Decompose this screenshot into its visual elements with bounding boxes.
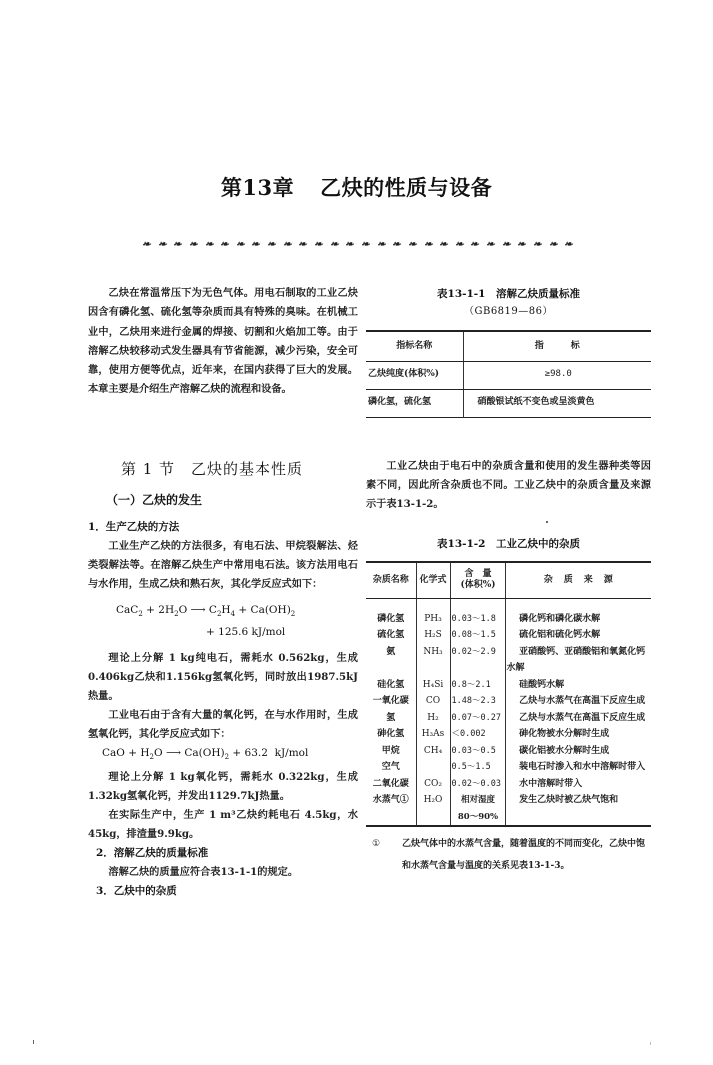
table2-cell: CH₄ [416,743,450,760]
table1 [366,330,651,418]
table2-cell: H₃As [416,726,450,743]
calcium-oxide-paragraph: 工业电石由于含有大量的氧化钙，在与水作用时，生成氢氧化钙，其化学反应式如下： [88,709,358,741]
ornament-glyph: ❧ [484,240,498,250]
section-title: 第 1 节 乙炔的基本性质 [120,460,304,478]
table2-cell: ＜0.002 [450,726,505,743]
table2-cell: 一氧化碳 [366,693,416,710]
ornament-glyph: ❧ [515,240,529,250]
table2-cell: 0.08～1.5 [450,627,505,644]
table1-header-row [366,331,651,361]
ornament-glyph: ❧ [405,240,420,250]
table2-cell: 0.02～0.03 [450,776,505,793]
item-title-quality-standard: 2．溶解乙炔的质量标准 [96,846,209,859]
table1-row [366,361,651,389]
calcium-oxide-decomposition-paragraph: 理论上分解 1 kg氧化钙，需耗水 0.322kg，生成1.32kg氢氧化钙，并发出1129.7kJ热量。 [88,770,358,802]
ornament-glyph: ❧ [140,240,154,250]
table2-cell: 亚硝酸钙、亚硝酸铝和氧氮化钙水解 [506,646,646,673]
table2-row [366,627,651,644]
table2-cell: 磷化钙和磷化碳水解 [519,613,601,624]
table2-cell: 0.02～2.9 [450,644,505,677]
table2-row [366,693,651,710]
table1-cell: 硝酸银试纸不变色或呈淡黄色 [477,397,595,408]
table1-cell: ≥98.0 [463,361,651,389]
table2-row [366,776,651,793]
table2-cell: 相对湿度 80～90% [450,792,505,826]
table2-cell: 0.03～1.8 [450,598,505,627]
table2-cell: 碳化铝被水分解时生成 [519,745,610,756]
ornament-glyph: ❧ [186,240,201,250]
table2-cell: H₂S [416,627,450,644]
ornament-glyph: ❧ [437,240,451,250]
chapter-number: 第13章 [220,175,295,200]
impurity-paragraph: 工业乙炔由于电石中的杂质含量和使用的发生器种类等因素不同，因此所含杂质也不同。工业乙炔中的杂质含量及来源示于表13-1-2。 [366,460,651,510]
ornament-glyph: ❧ [218,240,232,250]
table2-header-row [366,562,651,598]
ornament-glyph: ❧ [202,240,217,250]
table2-cell: 0.5～1.5 [450,759,505,776]
table2-cell [416,759,450,776]
table2-cell: 0.07～0.27 [450,710,505,727]
ornament-glyph: ❧ [155,240,170,250]
table2-header-cell: 杂 质 来 源 [505,562,651,598]
ornament-glyph: ❧ [327,240,342,250]
table2-cell: 水蒸气① [366,792,416,826]
ornament-glyph: ❧ [265,240,279,250]
table2-cell: 硅酸钙水解 [519,679,565,690]
item-title-impurities: 3．乙炔中的杂质 [96,884,177,897]
table2-row [366,743,651,760]
ornament-divider [140,240,576,250]
ornament-glyph: ❧ [296,240,310,250]
item-title-methods: 1．生产乙炔的方法 [88,521,180,533]
table2-cell: 1.48～2.3 [450,693,505,710]
table2-cell: 乙炔与水蒸气在高温下反应生成 [519,712,646,723]
table2-row [366,677,651,694]
table2-block [366,535,651,877]
table2-header-cell-content [450,562,505,598]
left-column [88,284,358,400]
ornament-glyph: ❧ [468,240,482,250]
ornament-glyph: ❧ [531,240,545,250]
table2-caption: 表13-1-2 工业乙炔中的杂质 [437,538,580,550]
table2-cell: NH₃ [416,644,450,677]
table2-cell: 氨 [366,644,416,677]
footnote-mark: ① [372,839,381,849]
table1-cell: 乙炔纯度(体积%) [366,361,463,389]
table2-cell: 空气 [366,759,416,776]
table2-cell: H₂ [416,710,450,727]
table2-row [366,759,651,776]
table2-row [366,792,651,826]
table2-cell: 甲烷 [366,743,416,760]
table2-cell: 二氧化碳 [366,776,416,793]
ornament-glyph: ❧ [546,240,561,250]
table2-cell: H₂O [416,792,450,826]
table1-cell: 磷化氢，硫化氢 [366,389,463,417]
table2-cell: 硫化铝和硫化钙水解 [519,630,601,640]
table2-header-cell: 杂质名称 [366,562,416,598]
table2-header-content-line2: (体积%) [460,580,496,591]
ornament-glyph: ❧ [421,240,436,250]
table2-cell: 装电石时渗入和水中溶解时带入 [519,762,646,772]
ornament-glyph: ❧ [233,240,248,250]
table2-cell: 硫化氢 [366,627,416,644]
table2-cell: 水中溶解时带入 [519,778,583,789]
ornament-glyph: ❧ [171,240,185,250]
table2-cell: CO₂ [416,776,450,793]
table2-cell: 氢 [366,710,416,727]
table1-caption: 表13-1-1 溶解乙炔质量标准 [437,288,580,300]
equation-carbide: $CaC_2 + 2H_2O$ ⟶ $C_2H_4 + Ca(OH)_2$ [116,604,296,619]
table2-cell: 磷化氢 [366,598,416,627]
table2-body [366,598,651,826]
equation-carbide-energy: + 125.6 kJ/mol [206,626,286,639]
table1-block [366,285,651,418]
production-consumption-paragraph: 在实际生产中，生产 1 m³乙炔约耗电石 4.5kg，水45kg，排渣量9.9kg。 [88,808,358,840]
equation-calcium-oxide: CaO + $H_2O$ ⟶ $Ca(OH)_2 + 63.2$ kJ/mol [102,747,309,762]
table2 [366,561,651,827]
table1-row [366,389,651,417]
ornament-glyph: ❧ [452,240,467,250]
table2-cell: 发生乙炔时被乙炔气饱和 [519,795,619,805]
scan-speck [546,521,548,523]
table2-header-content-line1: 含 量 [464,569,492,580]
table2-row [366,710,651,727]
ornament-glyph: ❧ [562,240,576,250]
table2-cell: H₄Si [416,677,450,694]
intro-paragraph: 乙炔在常温常压下为无色气体。用电石制取的工业乙炔因含有磷化氢、硫化氢等杂质而具有特殊的臭味。在机械工业中，乙炔用来进行金属的焊接、切割和火焰加工等。由于溶解乙炔较移动式发生器具有节省能源，减少污染，安全可靠，使用方便等优点，近年来，在国内获得了巨大的发展。本章主要是介绍生产溶解乙炔的流程和设备。 [88,287,358,396]
quality-standard-paragraph: 溶解乙炔的质量应符合表13-1-1的规定。 [108,865,299,878]
ornament-glyph: ❧ [249,240,263,250]
impurity-paragraph-block [366,457,651,514]
subsection-title: （一）乙炔的发生 [106,493,203,507]
ornament-glyph: ❧ [312,240,326,250]
methods-paragraph: 工业生产乙炔的方法很多，有电石法、甲烷裂解法、烃类裂解法等。在溶解乙炔生产中常用电石法。该方法用电石与水作用，生成乙炔和熟石灰，其化学反应式如下： [88,540,358,590]
ornament-glyph: ❧ [499,240,514,250]
table1-header-cell: 指 标 [463,331,651,361]
table1-standard: （GB6819—86） [463,306,553,317]
ornament-glyph: ❧ [390,240,404,250]
table2-cell: CO [416,693,450,710]
table2-cell: PH₃ [416,598,450,627]
carbide-decomposition-paragraph: 理论上分解 1 kg纯电石，需耗水 0.562kg，生成0.406kg乙炔和1.156kg氢氧化钙，同时放出1987.5kJ热量。 [88,652,358,703]
table2-row [366,644,651,677]
left-column-section [88,457,358,901]
ornament-glyph: ❧ [374,240,389,250]
footnote-text: 乙炔气体中的水蒸气含量，随着温度的不同而变化，乙炔中饱和水蒸气含量与温度的关系见表13-1-3。 [402,839,646,871]
chapter-name: 乙炔的性质与设备 [320,175,493,200]
table2-cell: 乙炔与水蒸气在高温下反应生成 [519,696,646,706]
ornament-glyph: ❧ [280,240,295,250]
scan-speck [650,1042,651,1045]
table2-cell: 砷化物被水分解时生成 [519,729,610,739]
table2-cell: 砷化氢 [366,726,416,743]
table2-row [366,726,651,743]
table2-cell: 0.8～2.1 [450,677,505,694]
table2-footnote [366,833,651,877]
table2-row [366,598,651,627]
scan-speck [33,1040,34,1044]
table2-cell: 硅化氢 [366,677,416,694]
table2-cell: 0.03～0.5 [450,743,505,760]
table2-header-cell: 化学式 [416,562,450,598]
chapter-title [0,172,713,202]
table1-header-cell: 指标名称 [366,331,463,361]
ornament-glyph: ❧ [359,240,373,250]
ornament-glyph: ❧ [343,240,357,250]
